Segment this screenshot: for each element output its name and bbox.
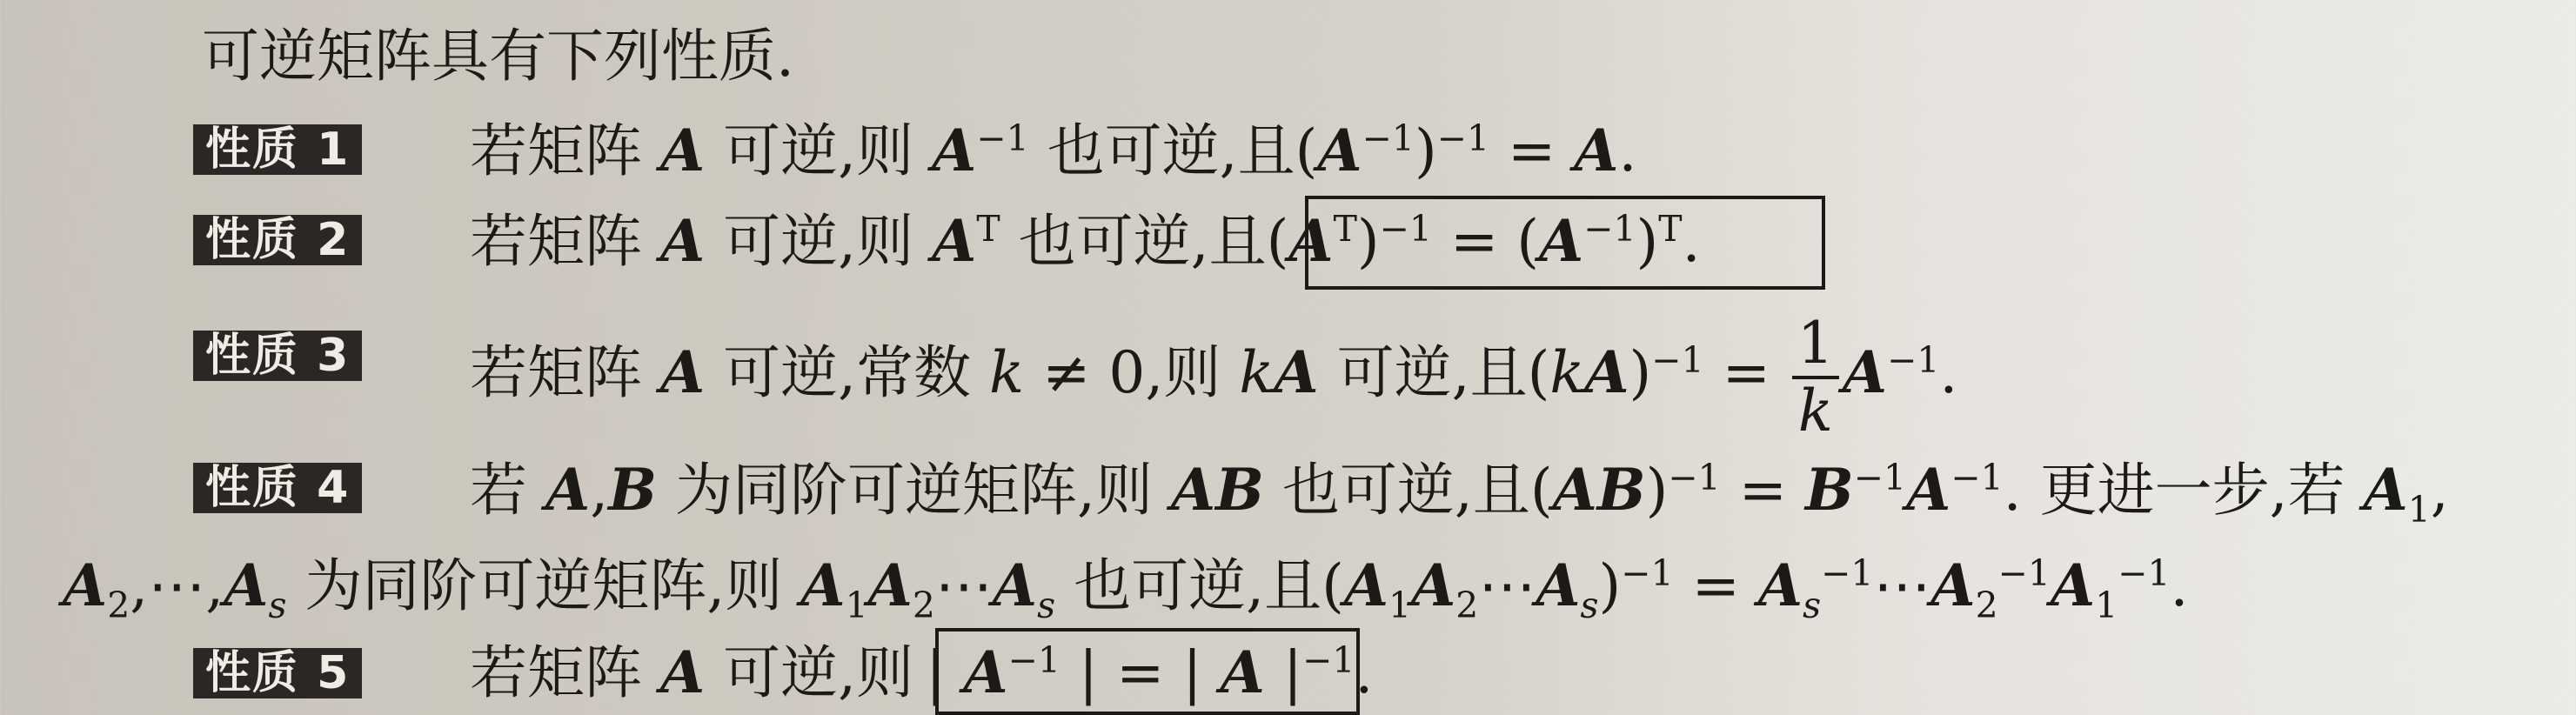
property-2-text: 若矩阵 A 可逆,则 $A^T$ 也可逆,且$(A^T)^{-1} = (A^{-1})^T$.	[470, 207, 1701, 275]
property-5-badge: 性质 5	[193, 648, 362, 698]
property-5-text: 若矩阵 A 可逆,则 | $A^{-1}$ | = | A $|^{-1}$.	[470, 638, 1374, 706]
fraction-one-over-k: $\frac{1}{k}$	[1792, 315, 1839, 440]
property-3-badge: 性质 3	[193, 331, 362, 381]
property-4-badge: 性质 4	[193, 463, 362, 513]
property-2-badge: 性质 2	[193, 215, 362, 265]
property-2-formula-box	[1305, 196, 1825, 290]
property-1-text: 若矩阵 A 可逆,则 $A^{-1}$ 也可逆,且$(A^{-1})^{-1} = A$.	[470, 117, 1637, 184]
property-5-formula-box	[935, 628, 1360, 715]
property-4-continuation: $A_2,\cdots,A_s$ 为同阶可逆矩阵,则 $A_1A_2\cdots A_s$ 也可逆,且$(A_1A_2\cdots A_s)^{-1}$ = $A_s^{-1}\cdots A_2^{-1}A_1^{-1}$.	[63, 551, 2189, 627]
property-1-badge: 性质 1	[193, 124, 362, 175]
intro-text: 可逆矩阵具有下列性质.	[202, 23, 794, 90]
property-4-text: 若 A,B 为同阶可逆矩阵,则 AB 也可逆,且$(AB)^{-1} = B^{-1}A^{-1}$. 更进一步,若 $A_1$,	[470, 456, 2449, 531]
property-3-text: 若矩阵 A 可逆,常数 k ≠ 0,则 kA 可逆,且(kA)$^{-1}$ = $\frac{1}{k}$ $A^{-1}$.	[470, 310, 1958, 444]
